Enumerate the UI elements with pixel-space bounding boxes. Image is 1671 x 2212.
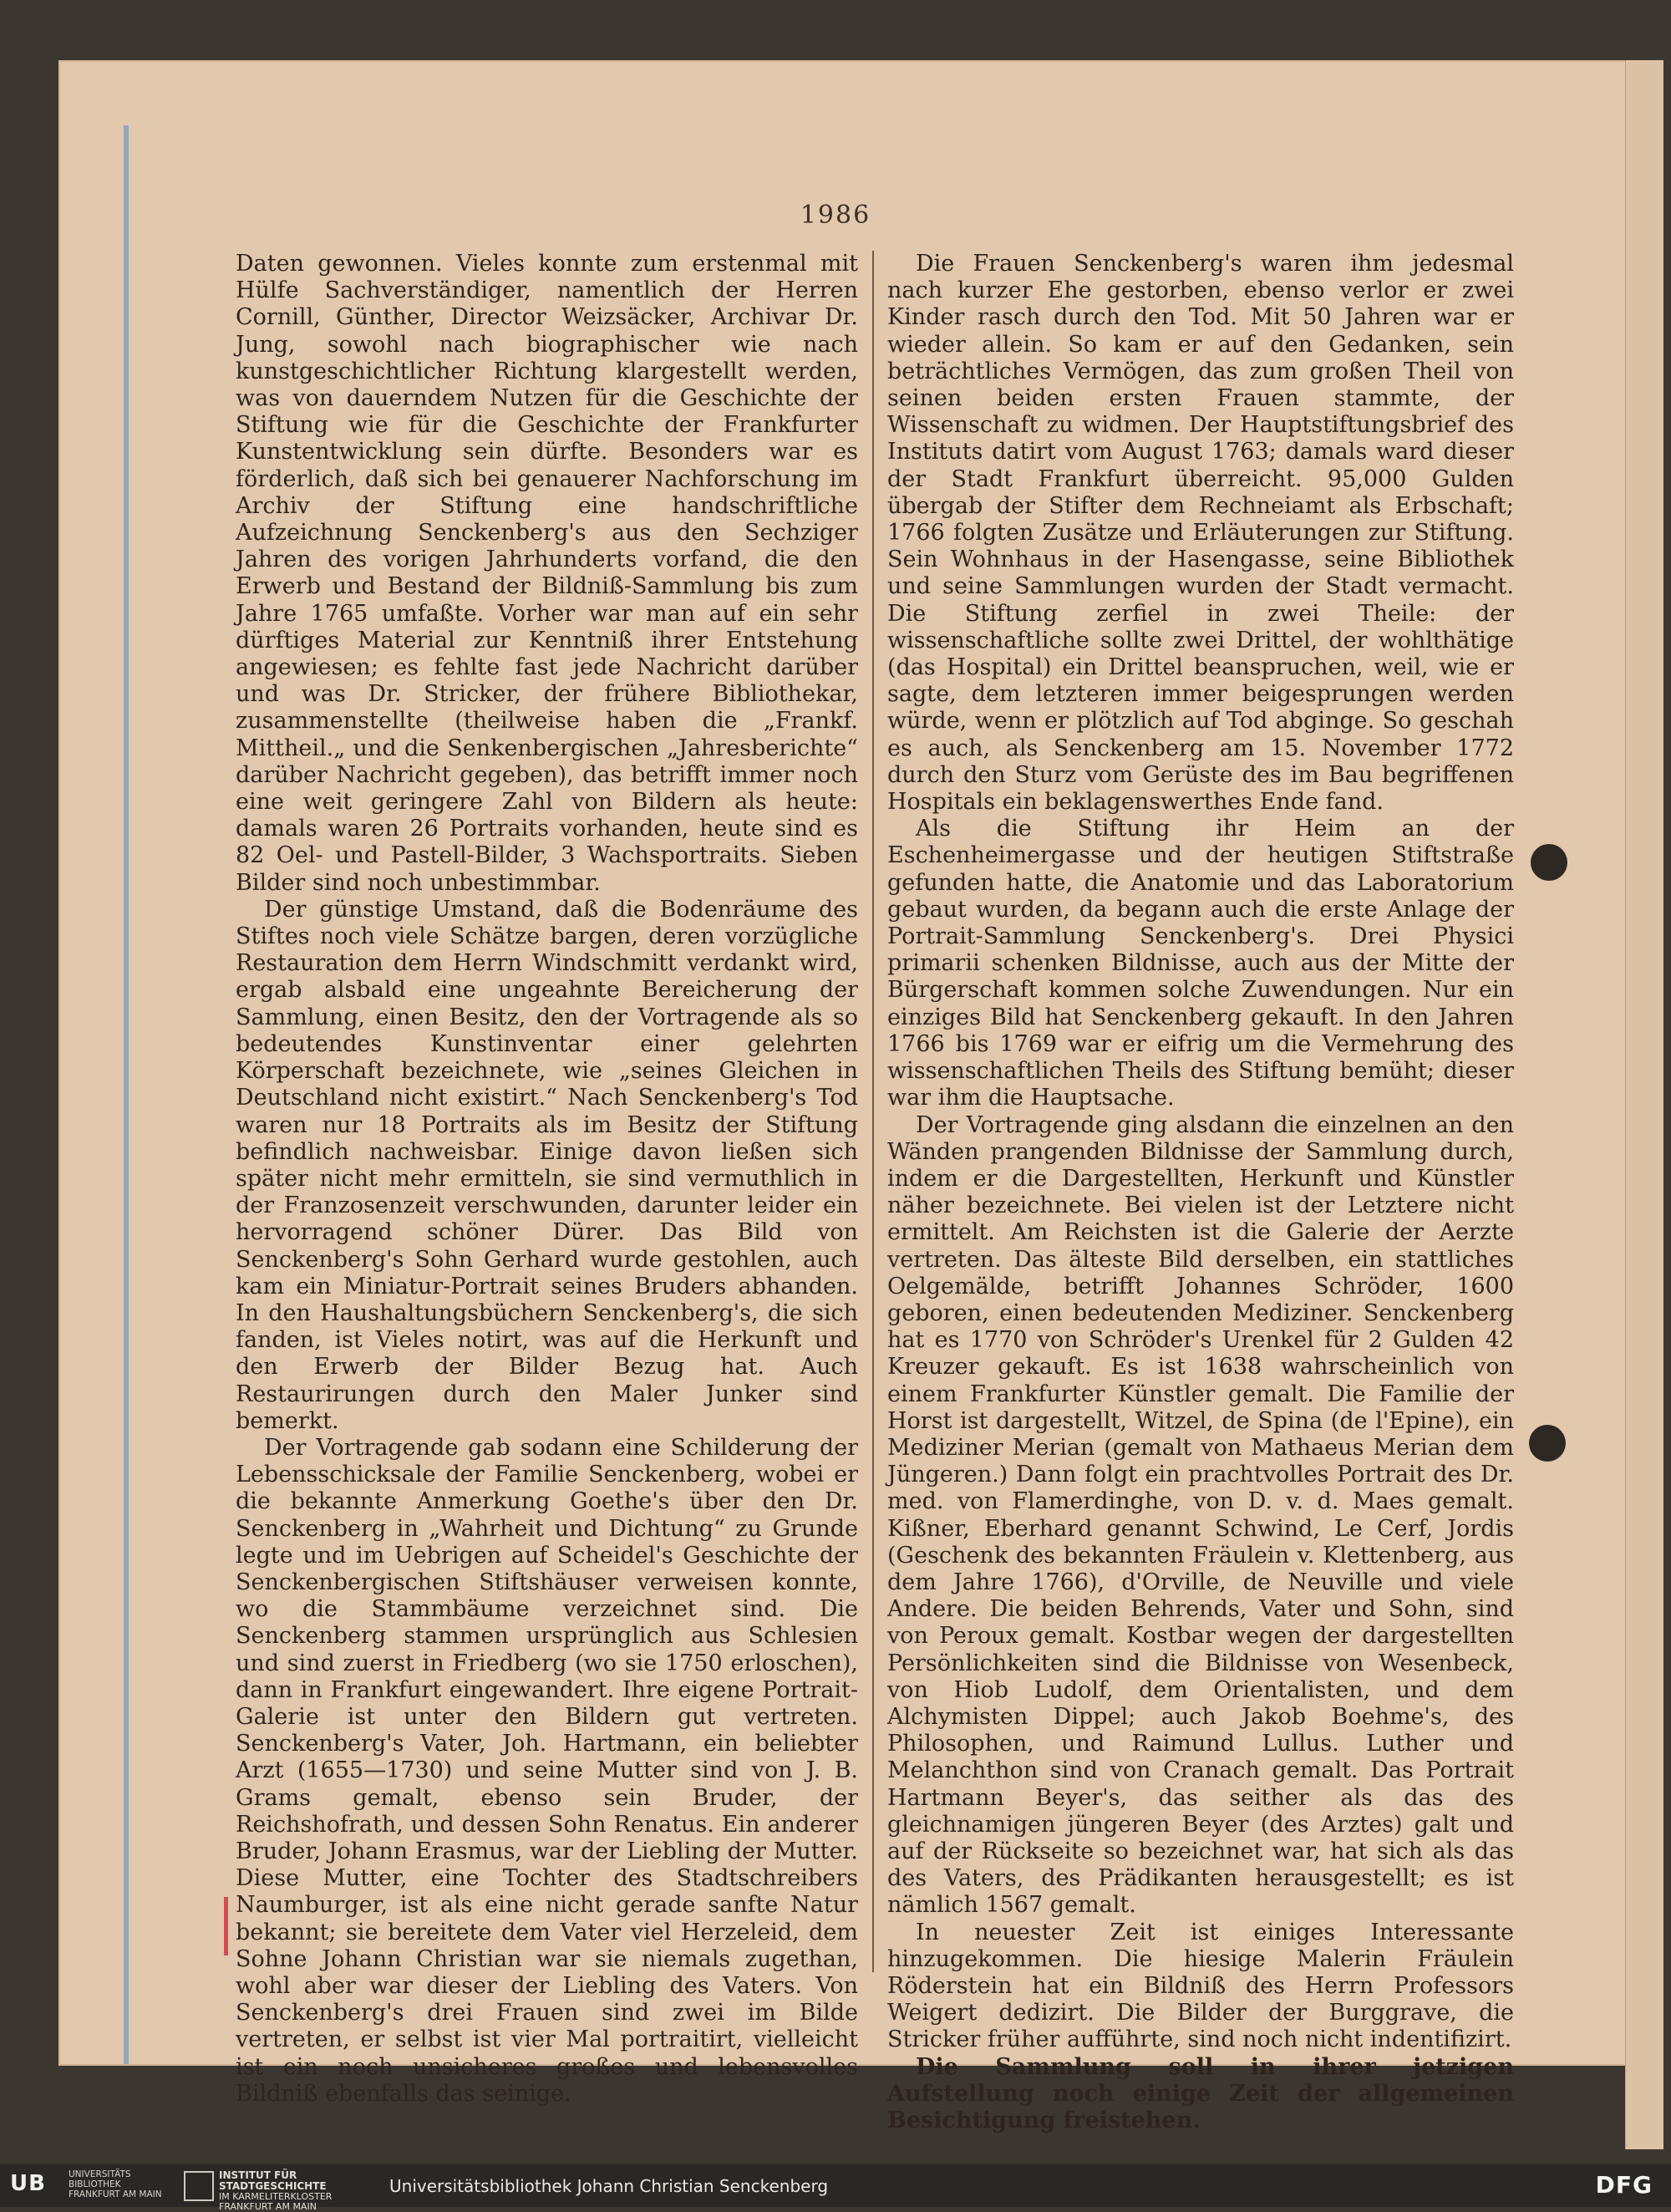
left-text-column xyxy=(236,251,858,2107)
ub-logo[interactable]: UB xyxy=(10,2171,46,2196)
paragraph: Der Vortragende ging alsdann die einzelnen an den Wänden prangenden Bildnisse der Sammlung durch, indem er die Dargestellten, Herkunft und Künstler näher bezeichnete. Bei vielen ist der Letztere nicht ermittelt. Am Reichsten ist die Galerie der Aerzte vertreten. Das älteste Bild derselben, ein stattliches Oelgemälde, betrifft Johannes Schröder, 1600 geboren, einen bedeutenden Mediziner. Senckenberg hat es 1770 von Schröder's Urenkel für 2 Gulden 42 Kreuzer gekauft. Es ist 1638 wahrscheinlich von einem Frankfurter Künstler gemalt. Die Familie der Horst ist dargestellt, Witzel, de Spina (de l'Epine), ein Mediziner Merian (gemalt von Mathaeus Merian dem Jüngeren.) Dann folgt ein prachtvolles Portrait des Dr. med. von Flamerdinghe, von D. v. d. Maes gemalt. Kißner, Eberhard genannt Schwind, Le Cerf, Jordis (Geschenk des bekannten Fräulein v. Klettenberg, aus dem Jahre 1766), d'Orville, de Neuville und viele Andere. Die beiden Behrends, Vater und Sohn, sind von Peroux gemalt. Kostbar wegen der dargestellten Persönlichkeiten sind die Bildnisse von Wesenbeck, von Hiob Ludolf, dem Orientalisten, und dem Alchymisten Dippel; auch Jakob Boehme's, des Philosophen, und Raimund Lullus. Luther und Melanchthon sind von Cranach gemalt. Das Portrait Hartmann Beyer's, das seither als das des gleichnamigen jüngeren Beyer (des Arztes) galt und auf der Rückseite so bezeichnet war, hat sich als das des Vaters, des Prädikanten herausgestellt; es ist nämlich 1567 gemalt. xyxy=(887,1111,1514,1919)
right-text-column xyxy=(887,251,1514,2134)
ub-logo-text: UNIVERSITÄTS BIBLIOTHEK FRANKFURT AM MAIN xyxy=(69,2169,162,2199)
binding-hole xyxy=(1531,844,1567,881)
paragraph: Die Sammlung soll in ihrer jetzigen Aufstellung noch einige Zeit der allgemeinen Besichtigung freistehen. xyxy=(887,2053,1514,2134)
isg-logo-text: INSTITUT FÜR STADTGESCHICHTE IM KARMELITERKLOSTER FRANKFURT AM MAIN xyxy=(219,2169,333,2212)
paragraph: In neuester Zeit ist einiges Interessante hinzugekommen. Die hiesige Malerin Fräulein Röderstein hat ein Bildniß des Herrn Professors Weigert dedizirt. Die Bilder der Burggrave, die Stricker früher aufführte, sind noch nicht indentifizirt. xyxy=(887,1919,1514,2053)
adjacent-page-edge xyxy=(1625,60,1663,2149)
paragraph: Der Vortragende gab sodann eine Schilderung der Lebensschicksale der Familie Senckenberg, wobei er die bekannte Anmerkung Goethe's über den Dr. Senckenberg in „Wahrheit und Dichtung“ zu Grunde legte und im Uebrigen auf Scheidel's Geschichte der Senckenbergischen Stiftshäuser verweisen konnte, wo die Stammbäume verzeichnet sind. Die Senckenberg stammen ursprünglich aus Schlesien und sind zuerst in Friedberg (wo sie 1750 erloschen), dann in Frankfurt eingewandert. Ihre eigene Portrait-Galerie ist unter den Bildern gut vertreten. Senckenberg's Vater, Joh. Hartmann, ein beliebter Arzt (1655—1730) und seine Mutter sind von J. B. Grams gemalt, ebenso sein Bruder, der Reichshofrath, und dessen Sohn Renatus. Ein anderer Bruder, Johann Erasmus, war der Liebling der Mutter. Diese Mutter, eine Tochter des Stadtschreibers Naumburger, ist als eine nicht gerade sanfte Natur bekannt; sie bereitete dem Vater viel Herzeleid, dem Sohne Johann Christian war sie niemals zugethan, wohl aber war dieser der Liebling des Vaters. Von Senckenberg's drei Frauen sind zwei im Bilde vertreten, er selbst ist vier Mal portraitirt, vielleicht ist ein noch unsicheres großes und lebensvolles Bildniß ebenfalls das seinige. xyxy=(236,1434,858,2107)
paragraph: Als die Stiftung ihr Heim an der Eschenheimergasse und der heutigen Stiftstraße gefunden hatte, die Anatomie und das Laboratorium gebaut wurden, da begann auch die erste Anlage der Portrait-Sammlung Senckenberg's. Drei Physici primarii schenken Bildnisse, auch aus der Mitte der Bürgerschaft kommen solche Zuwendungen. Nur ein einziges Bild hat Senckenberg gekauft. In den Jahren 1766 bis 1769 war er eifrig um die Vermehrung des wissenschaftlichen Theils des Stiftung bemüht; dieser war ihm die Hauptsache. xyxy=(887,816,1514,1111)
binding-hole xyxy=(1529,1425,1566,1462)
paragraph: Die Frauen Senckenberg's waren ihm jedesmal nach kurzer Ehe gestorben, ebenso verlor er zwei Kinder rasch durch den Tod. Mit 50 Jahren war er wieder allein. So kam er auf den Gedanken, sein beträchtliches Vermögen, das zum großen Theil von seinen beiden ersten Frauen stammte, der Wissenschaft zu widmen. Der Hauptstiftungsbrief des Instituts datirt vom August 1763; damals ward dieser der Stadt Frankfurt überreicht. 95,000 Gulden übergab der Stifter dem Rechneiamt als Erbschaft; 1766 folgten Zusätze und Erläuterungen zur Stiftung. Sein Wohnhaus in der Hasengasse, seine Bibliothek und seine Sammlungen wurden der Stadt vermacht. Die Stiftung zerfiel in zwei Theile: der wissenschaftliche sollte zwei Drittel, der wohlthätige (das Hospital) ein Drittel beanspruchen, weil, wie er sagte, dem letzteren immer beigesprungen werden würde, wenn er plötzlich auf Tod abginge. So geschah es auch, als Senckenberg am 15. November 1772 durch den Sturz vom Gerüste des im Bau begriffenen Hospitals ein beklagenswerthes Ende fand. xyxy=(887,251,1514,816)
blue-margin-mark xyxy=(124,125,129,2064)
library-name: Universitätsbibliothek Johann Christian Senckenberg xyxy=(389,2176,829,2196)
paragraph: Der günstige Umstand, daß die Bodenräume des Stiftes noch viele Schätze bargen, deren vorzügliche Restauration dem Herrn Windschmitt verdankt wird, ergab alsbald eine ungeahnte Bereicherung der Sammlung, einen Besitz, den der Vortragende als so bedeutendes Kunstinventar einer gelehrten Körperschaft bezeichnete, wie „seines Gleichen in Deutschland nicht existirt.“ Nach Senckenberg's Tod waren nur 18 Portraits als im Besitz der Stiftung befindlich nachweisbar. Einige davon ließen sich später nicht mehr ermitteln, sie sind vermuthlich in der Franzosenzeit verschwunden, darunter leider ein hervorragend schöner Dürer. Das Bild von Senckenberg's Sohn Gerhard wurde gestohlen, auch kam ein Miniatur-Portrait seines Bruders abhanden. In den Haushaltungsbüchern Senckenberg's, die sich fanden, ist Vieles notirt, was auf die Herkunft und den Erwerb der Bilder Bezug hat. Auch Restaurirungen durch den Maler Junker sind bemerkt. xyxy=(236,896,858,1434)
paragraph: Daten gewonnen. Vieles konnte zum erstenmal mit Hülfe Sachverständiger, namentlich der Herren Cornill, Günther, Director Weizsäcker, Archivar Dr. Jung, sowohl nach biographischer wie nach kunstgeschichtlicher Richtung klargestellt werden, was von dauerndem Nutzen für die Geschichte der Stiftung wie für die Geschichte der Frankfurter Kunstentwicklung sein dürfte. Besonders war es förderlich, daß sich bei genauerer Nachforschung im Archiv der Stiftung eine handschriftliche Aufzeichnung Senckenberg's aus den Sechziger Jahren des vorigen Jahrhunderts vorfand, die den Erwerb und Bestand der Bildniß-Sammlung bis zum Jahre 1765 umfaßte. Vorher war man auf ein sehr dürftiges Material zur Kenntniß ihrer Entstehung angewiesen; es fehlte fast jede Nachricht darüber und was Dr. Stricker, der frühere Bibliothekar, zusammenstellte (theilweise haben die „Frankf. Mittheil.„ und die Senkenbergischen „Jahresberichte“ darüber Nachricht gegeben), das betrifft immer noch eine weit geringere Zahl von Bildern als heute: damals waren 26 Portraits vorhanden, heute sind es 82 Oel- und Pastell-Bilder, 3 Wachsportraits. Sieben Bilder sind noch unbestimmbar. xyxy=(236,251,858,896)
dfg-logo[interactable]: DFG xyxy=(1595,2171,1653,2199)
viewer-footer-bar xyxy=(0,2164,1671,2212)
column-divider xyxy=(872,251,874,1972)
page-number: 1986 xyxy=(800,201,871,230)
red-margin-mark xyxy=(224,1897,228,1955)
isg-logo-icon[interactable] xyxy=(184,2171,214,2201)
